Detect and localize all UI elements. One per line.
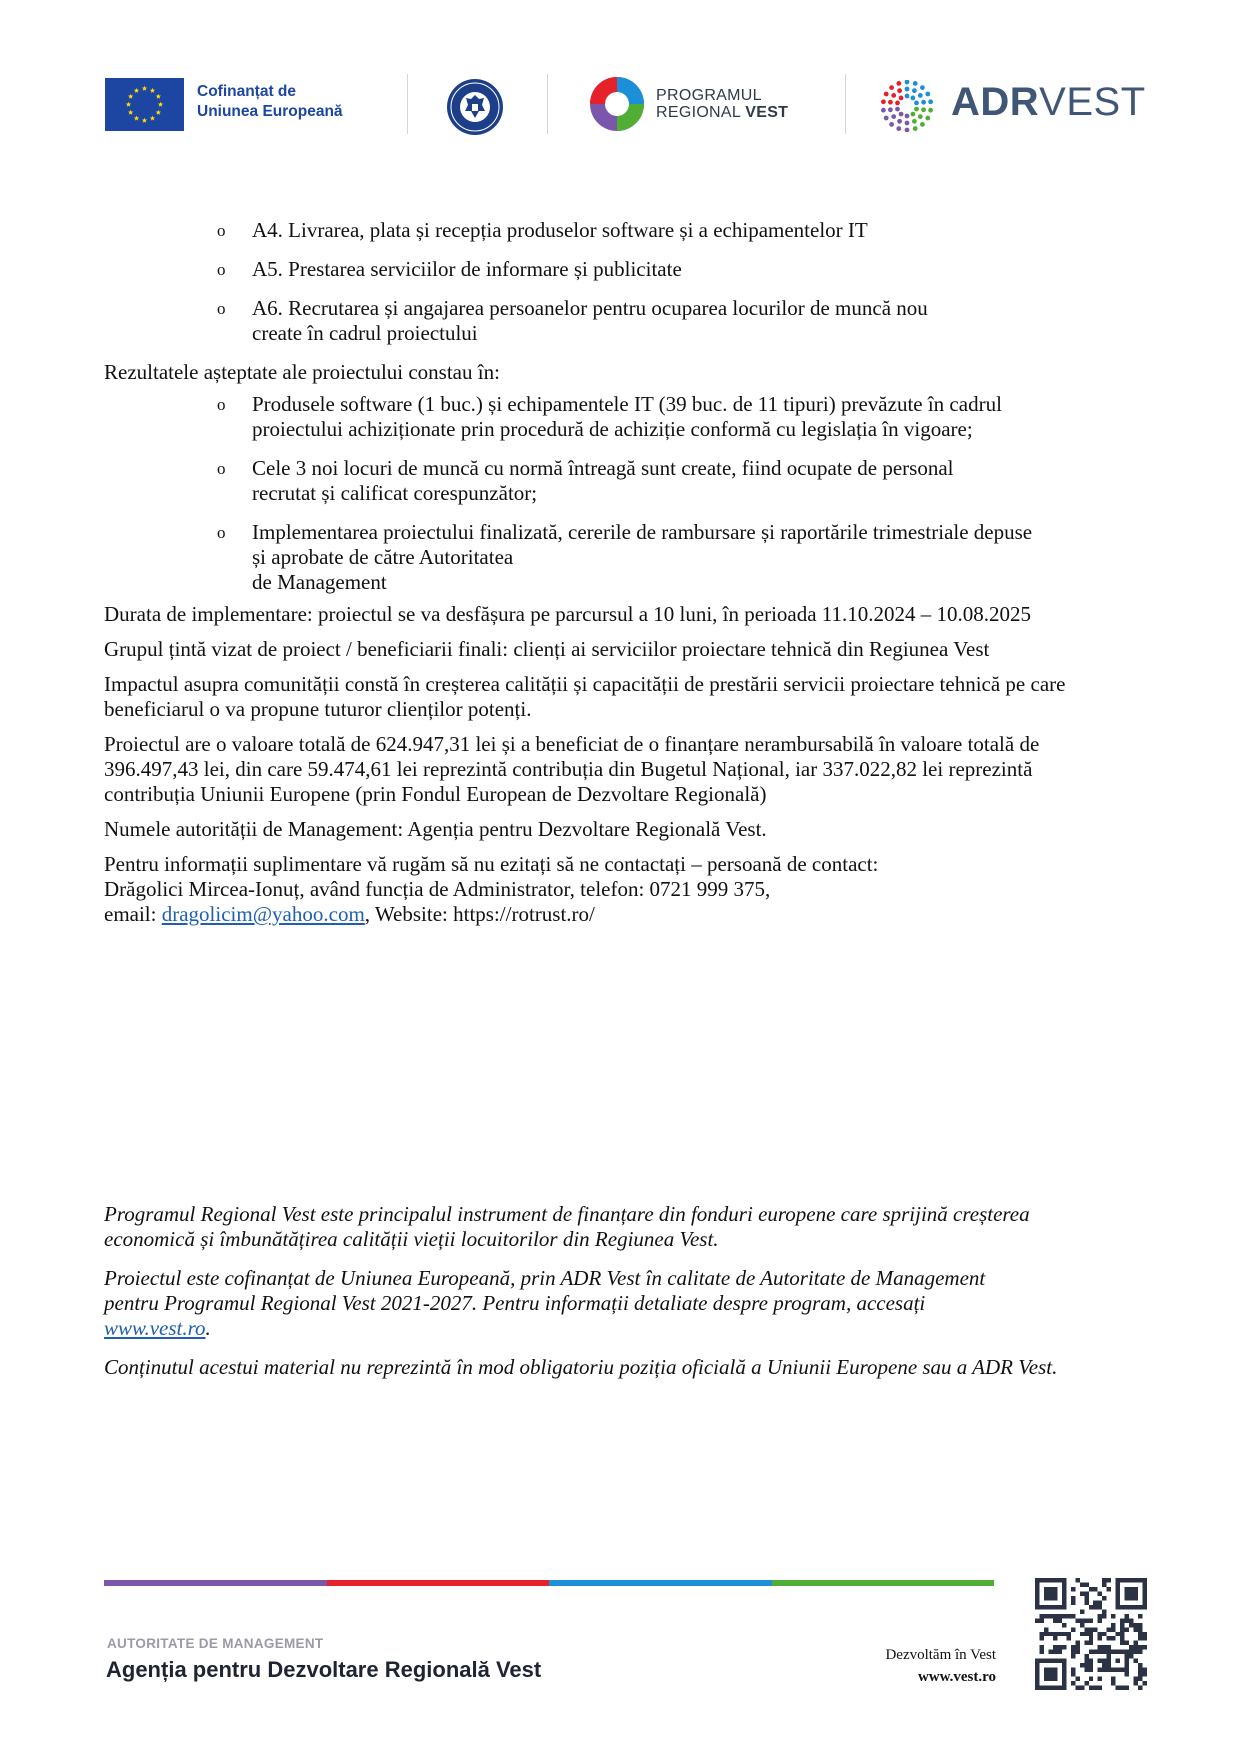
disclaimer-cofinancing: [104, 1266, 1124, 1341]
duration-paragraph: Durata de implementare: proiectul se va desfășura pe parcursul a 10 luni, în perioada 11.10.2024 – 10.08.2025: [104, 602, 1032, 626]
activity-item: [217, 296, 1104, 346]
adr-dot: [928, 108, 933, 113]
disclaimer-cofinancing-text: Proiectul este cofinanțat de Uniunea Europeană, prin ADR Vest în calitate de Autoritate de Management pentru Programul Regional Vest 2021-2027. Pentru informații detaliate despre program, accesați: [104, 1266, 986, 1315]
contact-website: https://rotrust.ro/: [453, 902, 595, 926]
program-label-bold: VEST: [745, 104, 789, 121]
circle-bullet-icon: o: [217, 221, 226, 240]
adr-dot: [925, 116, 930, 121]
contact-email-link[interactable]: dragolicim@yahoo.com: [161, 902, 365, 926]
disclaimer-content: Conținutul acestui material nu reprezintă în mod obligatoriu poziția oficială a Uniunii Europene sau a ADR Vest.: [104, 1355, 1058, 1379]
disclaimer-period: .: [205, 1316, 211, 1340]
results-list: [104, 392, 1104, 595]
adr-dot: [881, 99, 886, 104]
website-label: , Website:: [364, 902, 454, 926]
contact-paragraph: [104, 852, 1104, 927]
adr-vest-wordmark: [951, 80, 1146, 124]
qr-code-icon[interactable]: [1035, 1578, 1147, 1690]
footer-url: www.vest.ro: [917, 1669, 996, 1685]
adr-dot: [896, 81, 901, 86]
results-intro: Rezultatele așteptate ale proiectului constau în:: [104, 360, 500, 384]
adr-dot: [905, 87, 910, 92]
circle-bullet-icon: o: [217, 299, 226, 318]
header-logos: [105, 70, 1146, 138]
adr-dot: [918, 93, 923, 98]
document-body: [104, 218, 1104, 941]
adr-wordmark-light: VEST: [1039, 80, 1146, 124]
adr-dot: [905, 94, 910, 99]
adr-dot: [891, 114, 896, 119]
circle-bullet-icon: o: [217, 395, 226, 414]
adr-dot: [888, 107, 893, 112]
adr-dot: [897, 88, 902, 93]
adr-dot: [920, 85, 925, 90]
adr-dot: [918, 114, 923, 119]
color-bar-segment-red: [327, 1580, 550, 1586]
adr-dot: [914, 107, 919, 112]
adr-dot: [905, 128, 910, 132]
result-text: Produsele software (1 buc.) și echipamentele IT (39 buc. de 11 tipuri) prevăzute în cadrul proiectului achiziționate prin procedură de achiziție conformă cu legislația în vigoare;: [252, 392, 1002, 441]
circle-bullet-icon: o: [217, 459, 226, 478]
logo-divider: [547, 74, 548, 134]
result-text: Cele 3 noi locuri de muncă cu normă întreagă sunt create, fiind ocupate de personal recrutat și calificat corespunzător;: [252, 456, 954, 505]
disclaimer-block: [104, 1202, 1124, 1394]
activity-text: A4. Livrarea, plata și recepția produselor software și a echipamentelor IT: [252, 218, 868, 242]
footer-authority-name: Agenția pentru Dezvoltare Regională Vest: [106, 1657, 542, 1682]
eu-label-line2: Uniunea Europeană: [197, 103, 343, 120]
activities-list: [104, 218, 1104, 346]
adr-dot: [889, 122, 894, 127]
adr-dot: [911, 96, 916, 101]
adr-dot: [921, 100, 926, 105]
adr-dot: [920, 122, 925, 127]
adr-dot: [905, 80, 910, 84]
circle-bullet-icon: o: [217, 523, 226, 542]
adr-dot: [884, 116, 889, 121]
adr-dot: [913, 81, 918, 86]
logo-divider: [845, 74, 846, 134]
adr-dot: [895, 107, 900, 112]
adr-dot: [891, 93, 896, 98]
result-item: [217, 456, 1104, 506]
adr-dot: [884, 92, 889, 97]
activity-item: [217, 257, 1104, 282]
result-text: Implementarea proiectului finalizată, cererile de rambursare și raportările trimestriale depuse și aprobate de către Autoritatea: [252, 520, 1033, 569]
result-text-continuation: de Management: [252, 570, 387, 594]
adr-dot: [905, 121, 910, 126]
contact-line1: Pentru informații suplimentare vă rugăm să nu ezitați să ne contactați – persoană de contact:: [104, 852, 879, 876]
color-bar-segment-purple: [104, 1580, 327, 1586]
adr-dot: [911, 112, 916, 117]
adr-dot: [899, 96, 904, 101]
disclaimer-program: Programul Regional Vest este principalul instrument de finanțare din fonduri europene care sprijină creșterea economică și îmbunătățirea calității vieții locuitorilor din Regiunea Vest.: [104, 1202, 1030, 1251]
romanian-government-seal-icon: [446, 78, 504, 136]
color-bar-segment-blue: [549, 1580, 772, 1586]
contact-line3: [104, 902, 1104, 927]
adr-dot: [914, 101, 919, 106]
adr-dot: [881, 108, 886, 113]
adr-dot: [921, 107, 926, 112]
adr-dot: [888, 100, 893, 105]
eu-cofinanced-label: [197, 82, 343, 122]
logo-divider: [407, 74, 408, 134]
contact-line2: Drăgolici Mircea-Ionuț, având funcția de Administrator, telefon: 0721 999 375,: [104, 877, 771, 901]
vest-ro-link[interactable]: www.vest.ro: [104, 1316, 206, 1340]
adr-dot: [913, 126, 918, 131]
footer-authority-label: AUTORITATE DE MANAGEMENT: [107, 1636, 324, 1651]
program-label-regular: REGIONAL: [656, 104, 746, 121]
programul-regional-vest-label: [656, 87, 788, 121]
adr-wordmark-bold: ADR: [951, 80, 1040, 124]
activity-text: A6. Recrutarea și angajarea persoanelor pentru ocuparea locurilor de muncă nou create în cadrul proiectului: [252, 296, 928, 345]
adr-dot: [912, 88, 917, 93]
adr-vest-dots-icon: [881, 80, 933, 132]
authority-paragraph: Numele autorității de Management: Agenția pentru Dezvoltare Regională Vest.: [104, 817, 767, 841]
program-label-line2: [656, 104, 788, 121]
adr-dot: [899, 112, 904, 117]
adr-dot: [895, 101, 900, 106]
footer-color-bar: [104, 1580, 994, 1586]
circle-bullet-icon: o: [217, 260, 226, 279]
result-item: [217, 392, 1104, 442]
adr-dot: [905, 114, 910, 119]
activity-text: A5. Prestarea serviciilor de informare și publicitate: [252, 257, 682, 281]
impact-paragraph: Impactul asupra comunității constă în creșterea calității și capacității de prestării servicii proiectare tehnică pe care beneficiarul o va propune tuturor clienților potenți.: [104, 672, 1066, 721]
footer-slogan: [885, 1644, 996, 1688]
adr-dot: [925, 92, 930, 97]
color-bar-segment-green: [772, 1580, 995, 1586]
eu-label-line1: Cofinanțat de: [197, 83, 297, 100]
target-group-paragraph: Grupul țintă vizat de proiect / beneficiarii finali: clienți ai serviciilor proiectare tehnică din Regiunea Vest: [104, 637, 990, 661]
adr-dot: [912, 119, 917, 124]
program-label-line1: PROGRAMUL: [656, 87, 762, 104]
footer-slogan-text: Dezvoltăm în Vest: [885, 1647, 996, 1663]
activity-item: [217, 218, 1104, 243]
adr-dot: [889, 85, 894, 90]
adr-dot: [896, 126, 901, 131]
adr-dot: [897, 119, 902, 124]
programul-regional-vest-logo-icon: [589, 76, 645, 132]
result-item: [217, 520, 1104, 595]
email-label: email:: [104, 902, 162, 926]
value-paragraph: Proiectul are o valoare totală de 624.947,31 lei și a beneficiat de o finanțare nerambursabilă în valoare totală de 396.497,43 lei, din care 59.474,61 lei reprezintă contribuția din Bugetul Național, iar 337.022,82 lei reprezintă contribuția Uniunii Europene (prin Fondul European de Dezvoltare Regională): [104, 732, 1040, 806]
eu-flag-icon: [105, 78, 184, 131]
adr-dot: [928, 99, 933, 104]
